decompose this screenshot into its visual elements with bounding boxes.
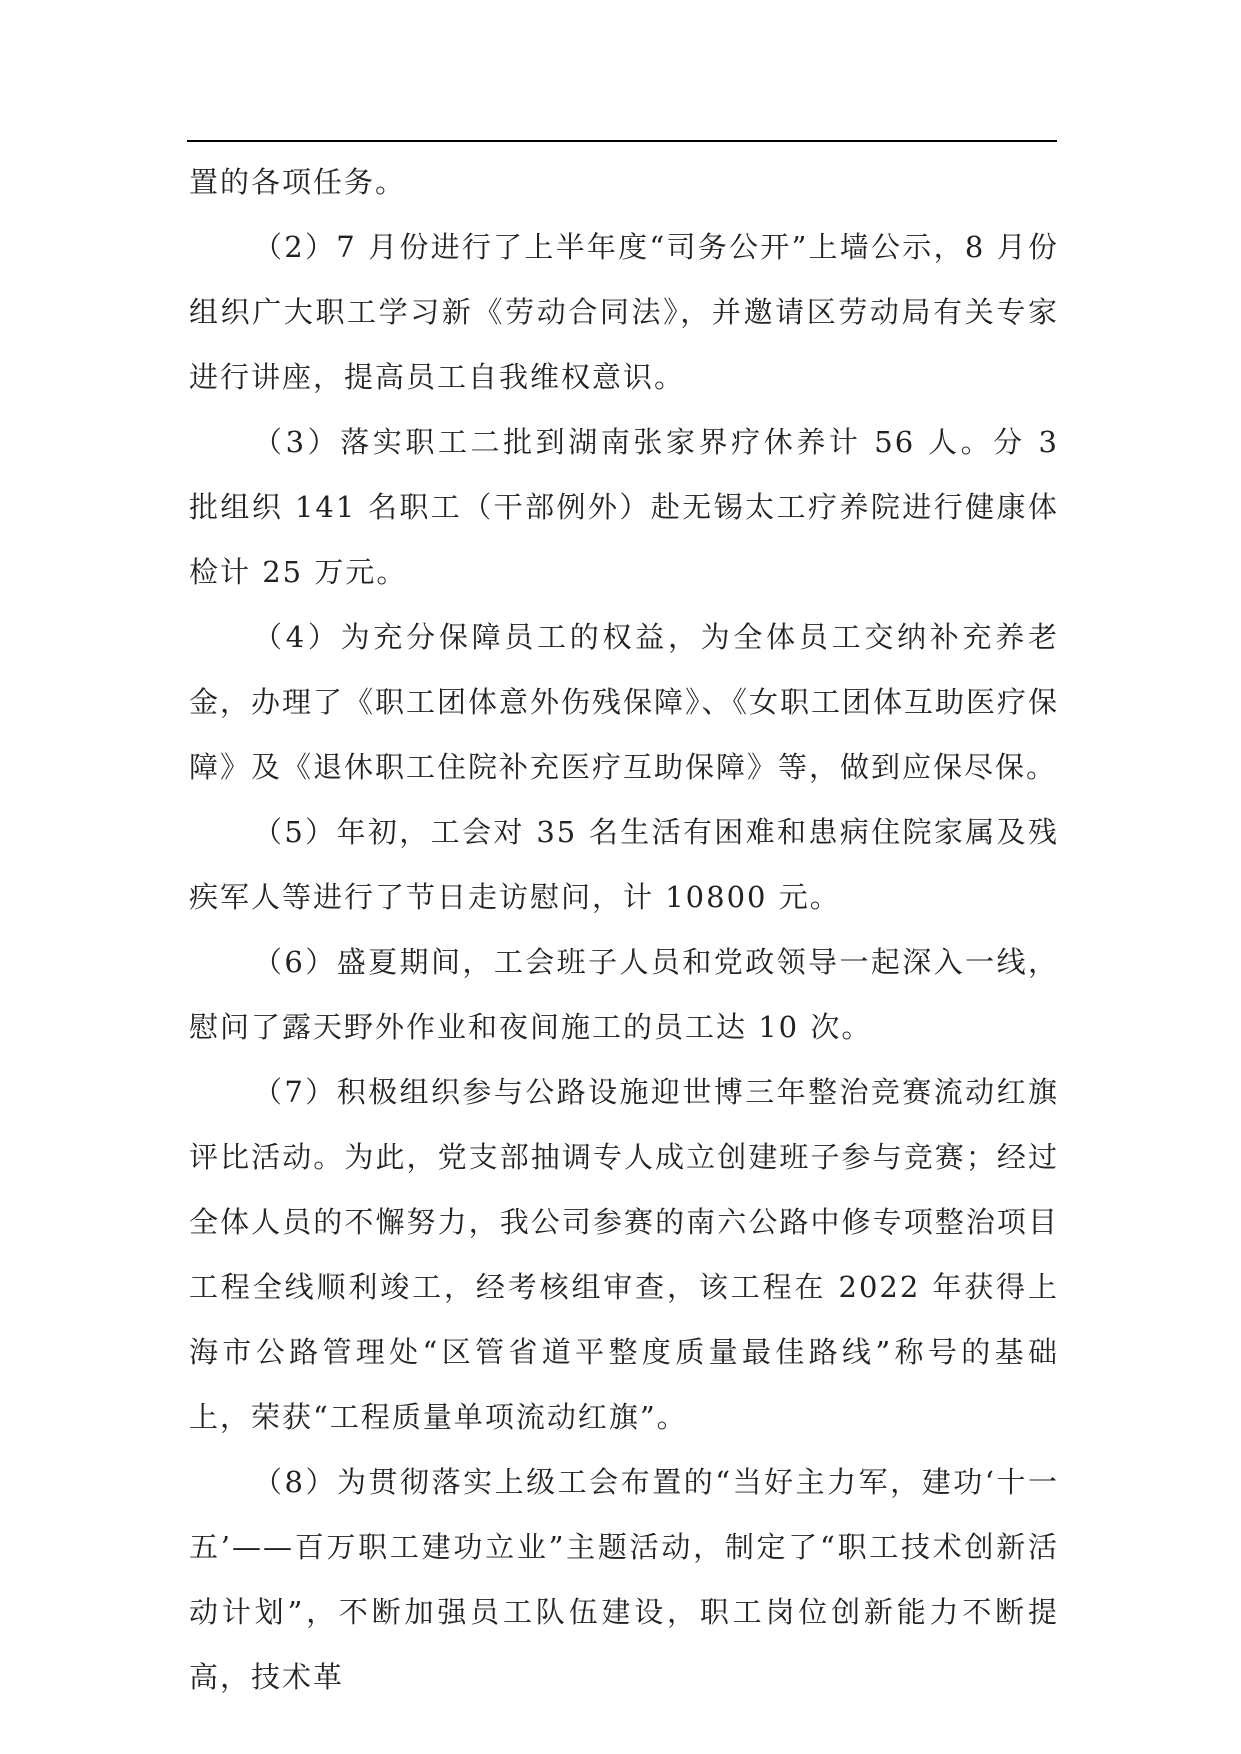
header-rule	[187, 140, 1057, 142]
paragraph-continuation: 置的各项任务。	[189, 165, 407, 199]
paragraph-item-2: （2）7 月份进行了上半年度“司务公开”上墙公示，8 月份组织广大职工学习新《劳动合同法》，并邀请区劳动局有关专家进行讲座，提高员工自我维权意识。	[189, 230, 1059, 394]
paragraph-item-5: （5）年初，工会对 35 名生活有困难和患病住院家属及残疾军人等进行了节日走访慰问，计 10800 元。	[189, 815, 1059, 914]
document-body	[189, 150, 1059, 1710]
paragraph-item-8: （8）为贯彻落实上级工会布置的“当好主力军，建功‘十一五’——百万职工建功立业”主题活动，制定了“职工技术创新活动计划”，不断加强员工队伍建设，职工岗位创新能力不断提高，技术革	[189, 1465, 1059, 1694]
paragraph-item-4: （4）为充分保障员工的权益，为全体员工交纳补充养老金，办理了《职工团体意外伤残保障》、《女职工团体互助医疗保障》及《退休职工住院补充医疗互助保障》等，做到应保尽保。	[189, 620, 1060, 784]
paragraph-item-6: （6）盛夏期间，工会班子人员和党政领导一起深入一线，慰问了露天野外作业和夜间施工的员工达 10 次。	[189, 945, 1059, 1044]
paragraph-item-3: （3）落实职工二批到湖南张家界疗休养计 56 人。分 3 批组织 141 名职工（干部例外）赴无锡太工疗养院进行健康体检计 25 万元。	[189, 425, 1059, 589]
paragraph-item-7: （7）积极组织参与公路设施迎世博三年整治竞赛流动红旗评比活动。为此，党支部抽调专人成立创建班子参与竞赛；经过全体人员的不懈努力，我公司参赛的南六公路中修专项整治项目工程全线顺利竣工，经考核组审查，该工程在 2022 年获得上海市公路管理处“区管省道平整度质量最佳路线”称号的基础上，荣获“工程质量单项流动红旗”。	[189, 1075, 1059, 1434]
